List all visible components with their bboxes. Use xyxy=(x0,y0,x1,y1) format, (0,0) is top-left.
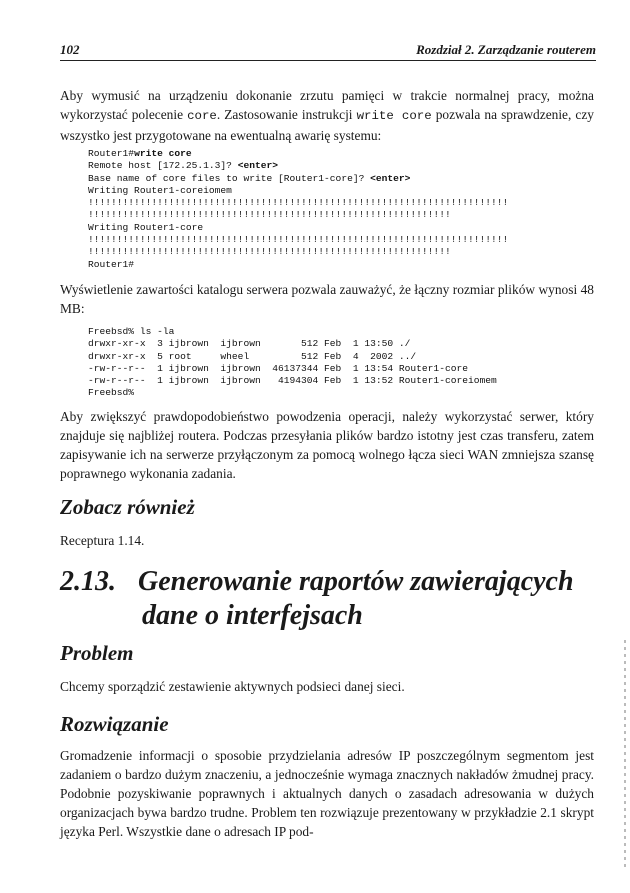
code-line: !!!!!!!!!!!!!!!!!!!!!!!!!!!!!!!!!!!!!!!!!!!!!!!!!!!!!!!!!!!!!!! xyxy=(88,209,451,221)
code-command: write core xyxy=(134,148,192,159)
code-listing-write-core xyxy=(88,148,508,271)
see-also-heading: Zobacz również xyxy=(60,495,195,519)
chapter-title: Rozdział 2. Zarządzanie routerem xyxy=(416,42,596,57)
code-line: Base name of core files to write [Router1-core]? xyxy=(88,172,371,184)
solution-text: Gromadzenie informacji o sposobie przydzielania adresów IP poszczególnym segmentom jest zadaniem o bardzo dużym znaczeniu, a jednocześnie wymaga znacznych nakładów żmudnej pracy. Podobnie pozyskiwanie poprawnych i aktualnych danych o zasadach adresowania w dużych organizacjach bywa bardzo trudne. Problem ten rozwiązuje prezentowany w przykładzie 2.1 skrypt języka Perl. Wszystkie dane o adresach IP pod- xyxy=(60,748,594,839)
code-line: -rw-r--r-- 1 ijbrown ijbrown 46137344 Feb 1 13:54 Router1-core xyxy=(88,362,468,374)
code-line: Writing Router1-coreiomem xyxy=(88,184,232,196)
code-line: !!!!!!!!!!!!!!!!!!!!!!!!!!!!!!!!!!!!!!!!!!!!!!!!!!!!!!!!!!!!!!!!!!!!!!!!! xyxy=(88,234,509,246)
solution-heading: Rozwiązanie xyxy=(60,712,169,736)
code-listing-ls xyxy=(88,326,497,400)
code-line: !!!!!!!!!!!!!!!!!!!!!!!!!!!!!!!!!!!!!!!!!!!!!!!!!!!!!!!!!!!!!!! xyxy=(88,246,451,258)
section-number: 2.13. xyxy=(60,566,116,597)
code-line: Router1# xyxy=(88,258,135,270)
code-prompt: Router1# xyxy=(88,148,135,159)
code-line: drwxr-xr-x 3 ijbrown ijbrown 512 Feb 1 13:50 ./ xyxy=(88,338,411,350)
problem-text: Chcemy sporządzić zestawienie aktywnych podsieci danej sieci. xyxy=(60,679,405,694)
code-line: Writing Router1-core xyxy=(88,221,204,233)
transfer-paragraph: Aby zwiększyć prawdopodobieństwo powodzenia operacji, należy wykorzystać serwer, który znajduje się najbliżej routera. Podczas przesyłania plików bardzo istotny jest czas transferu, zatem zapisywanie ich na serwerze przyłączonym za pomocą wolnego łącza sieci WAN zmniejsza szansę poprawnego wykonania zadania. xyxy=(60,409,594,481)
code-line: drwxr-xr-x 5 root wheel 512 Feb 4 2002 ../ xyxy=(88,350,417,362)
page-number: 102 xyxy=(60,42,80,57)
inline-command-core: core xyxy=(187,109,217,123)
running-header xyxy=(60,42,596,61)
section-title-line-2: dane o interfejsach xyxy=(142,600,363,631)
section-title xyxy=(60,565,600,633)
code-enter-key: <enter> xyxy=(237,160,278,172)
problem-heading: Problem xyxy=(60,641,134,665)
code-line: !!!!!!!!!!!!!!!!!!!!!!!!!!!!!!!!!!!!!!!!!!!!!!!!!!!!!!!!!!!!!!!!!!!!!!!!! xyxy=(88,197,509,209)
listing-paragraph: Wyświetlenie zawartości katalogu serwera pozwala zauważyć, że łączny rozmiar plików wynosi 48 MB: xyxy=(60,282,594,316)
see-also-text: Receptura 1.14. xyxy=(60,533,145,548)
intro-paragraph xyxy=(60,86,594,145)
scan-edge-mark xyxy=(624,640,626,870)
code-line: Freebsd% xyxy=(88,387,135,399)
code-enter-key: <enter> xyxy=(370,172,411,184)
intro-text-1: Aby wymusić na urządzeniu dokonanie zrzutu pamięci w trakcie normalnej pracy, można wykorzystać polecenie xyxy=(60,88,594,122)
code-line: -rw-r--r-- 1 ijbrown ijbrown 4194304 Feb 1 13:52 Router1-coreiomem xyxy=(88,375,497,387)
code-line: Freebsd% ls -la xyxy=(88,326,175,337)
intro-text-3: pozwala na sprawdzenie, czy wszystko jest przygotowane na ewentualną awarię systemu: xyxy=(60,107,594,143)
inline-command-write-core: write core xyxy=(356,109,432,123)
code-line: Remote host [172.25.1.3]? xyxy=(88,160,238,172)
section-title-line-1: Generowanie raportów zawierających xyxy=(138,566,574,597)
intro-text-2: . Zastosowanie instrukcji xyxy=(216,107,357,122)
